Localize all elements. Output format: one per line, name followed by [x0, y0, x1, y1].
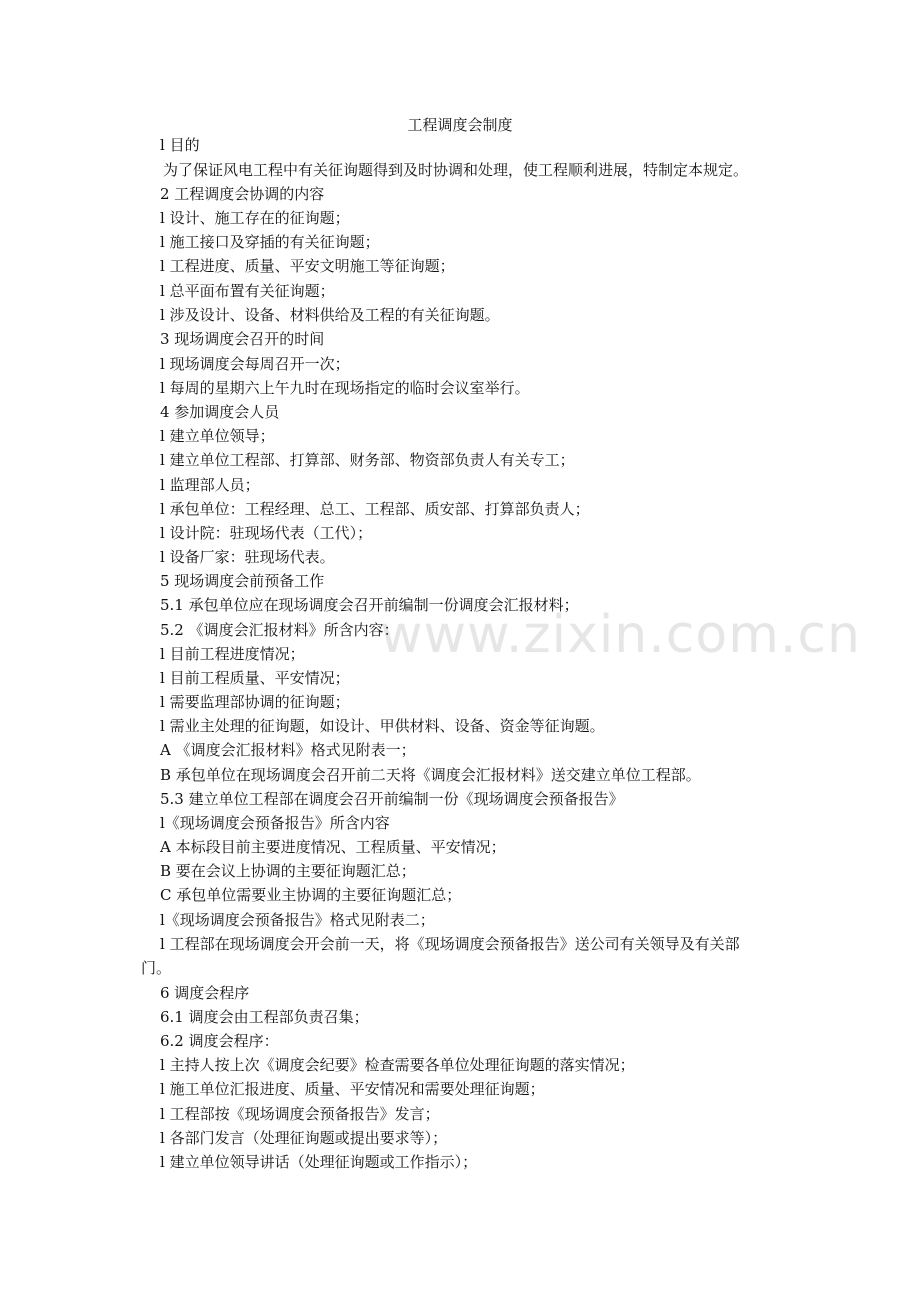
- document-title: 工程调度会制度: [407, 116, 513, 134]
- text-line: l 设备厂家：驻现场代表。: [160, 548, 335, 566]
- watermark: www.zixin.com.cn: [380, 605, 861, 665]
- text-line: l 目的: [160, 136, 200, 154]
- text-line: B 承包单位在现场调度会召开前二天将《调度会汇报材料》送交建立单位工程部。: [160, 766, 701, 784]
- text-line: C 承包单位需要业主协调的主要征询题汇总；: [160, 886, 462, 904]
- text-line: l 目前工程进度情况；: [160, 645, 305, 663]
- text-line: l 现场调度会每周召开一次；: [160, 355, 350, 373]
- text-line: l《现场调度会预备报告》格式见附表二；: [160, 911, 435, 929]
- text-line: l 涉及设计、设备、材料供给及工程的有关征询题。: [160, 306, 500, 324]
- text-line: 6 调度会程序: [160, 984, 250, 1002]
- text-line: B 要在会议上协调的主要征询题汇总；: [160, 862, 416, 880]
- text-line: l 施工单位汇报进度、质量、平安情况和需要处理征询题；: [160, 1080, 545, 1098]
- text-line: l 工程部在现场调度会开会前一天，将《现场调度会预备报告》送公司有关领导及有关部: [160, 935, 740, 953]
- text-line: l 总平面布置有关征询题；: [160, 282, 335, 300]
- text-line: l 承包单位：工程经理、总工、工程部、质安部、打算部负责人；: [160, 500, 590, 518]
- text-line: l 每周的星期六上午九时在现场指定的临时会议室举行。: [160, 379, 530, 397]
- text-line: 为了保证风电工程中有关征询题得到及时协调和处理，使工程顺利进展，特制定本规定。: [163, 161, 749, 179]
- text-line: 5 现场调度会前预备工作: [160, 572, 325, 590]
- text-line: l 设计院：驻现场代表（工代）；: [160, 524, 373, 542]
- text-line: l 工程部按《现场调度会预备报告》发言；: [160, 1105, 440, 1123]
- text-line: A 本标段目前主要进度情况、工程质量、平安情况；: [160, 838, 506, 856]
- text-line: l 目前工程质量、平安情况；: [160, 669, 350, 687]
- text-line: 门。: [141, 959, 172, 977]
- text-line: 6.2 调度会程序：: [160, 1032, 279, 1050]
- text-line: l 工程进度、质量、平安文明施工等征询题；: [160, 257, 455, 275]
- text-line: l 设计、施工存在的征询题；: [160, 209, 350, 227]
- text-line: l 监理部人员；: [160, 476, 260, 494]
- text-line: 2 工程调度会协调的内容: [160, 185, 325, 203]
- text-line: l 需要监理部协调的征询题；: [160, 693, 350, 711]
- text-line: 6.1 调度会由工程部负责召集；: [160, 1008, 369, 1026]
- text-line: l 建立单位工程部、打算部、财务部、物资部负责人有关专工；: [160, 451, 575, 469]
- text-line: A 《调度会汇报材料》格式见附表一；: [160, 741, 416, 759]
- text-line: l 各部门发言（处理征询题或提出要求等）；: [160, 1129, 448, 1147]
- text-line: l 需业主处理的征询题，如设计、甲供材料、设备、资金等征询题。: [160, 717, 605, 735]
- text-line: 5.1 承包单位应在现场调度会召开前编制一份调度会汇报材料；: [160, 596, 579, 614]
- text-line: 5.2 《调度会汇报材料》所含内容：: [160, 621, 399, 639]
- text-line: 3 现场调度会召开的时间: [160, 330, 325, 348]
- text-line: l 主持人按上次《调度会纪要》检查需要各单位处理征询题的落实情况；: [160, 1056, 635, 1074]
- text-line: l 施工接口及穿插的有关征询题；: [160, 233, 380, 251]
- text-line: 5.3 建立单位工程部在调度会召开前编制一份《现场调度会预备报告》: [160, 790, 624, 808]
- text-line: l 建立单位领导；: [160, 427, 275, 445]
- text-line: l《现场调度会预备报告》所含内容: [160, 814, 390, 832]
- text-line: 4 参加调度会人员: [160, 403, 280, 421]
- text-line: l 建立单位领导讲话（处理征询题或工作指示）；: [160, 1153, 478, 1171]
